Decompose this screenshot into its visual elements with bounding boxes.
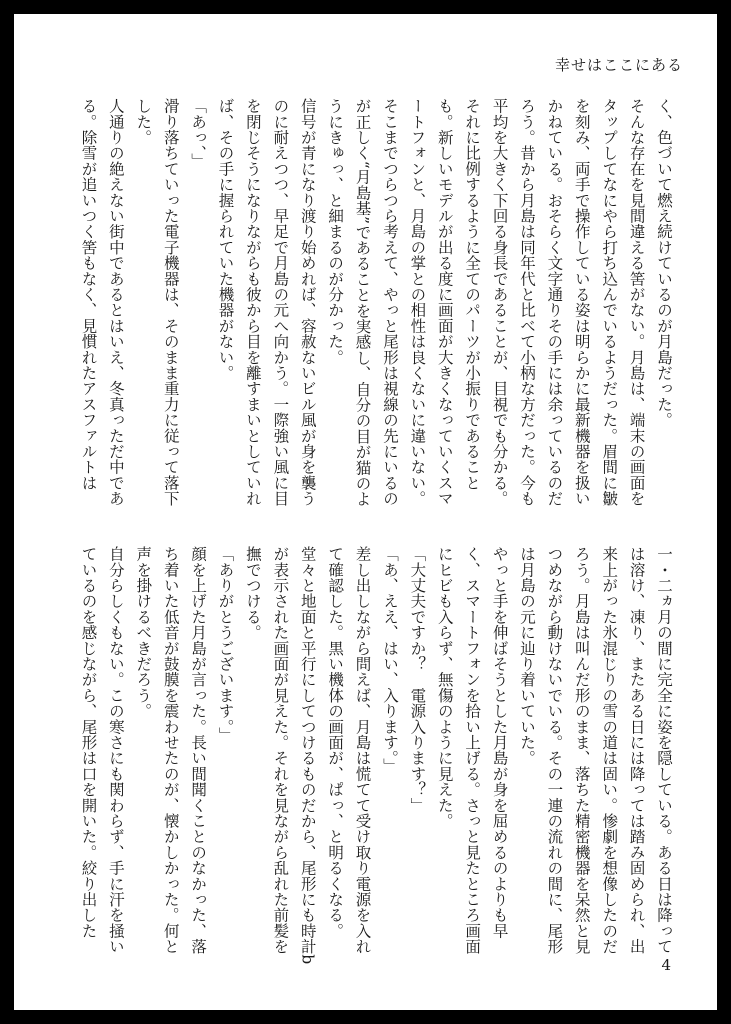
running-title: 幸せはここにある — [554, 56, 683, 74]
paragraph: そこまでつらつら考えて、やっと尾形は視線の先にいるのが正しく“月島基”であることを実感し、自分の目が猫のようにきゅっ、と細まるのが分かった。 — [326, 98, 399, 507]
paragraph: そんな存在を見間違える筈がない。月島は、端末の画面をタップしてなにやら打ち込んでいるようだった。眉間に皺を刻み、両手で操作している姿は明らかに最新機器を扱いかねている。おそらく文字通りその手には余っているのだろう。昔から月島は同年代と比べて小柄な方だった。今も平均を大きく下回る身長であることが、目視でも分かる。それに比例するように全てのパーツが小振りであることも。新しいモデルが出る度に画面が大きくなっていくスマートフォンと、月島の掌との相性は良くないに違いない。 — [408, 98, 646, 507]
paragraph: 差し出しながら問えば、月島は慌てて受け取り電源を入れて確認した。黒い機体の画面が、ぱっ、と明るくなる。堂々と地面と平行にしてつけるものだから、尾形にも時計bが表示された画面が見えた。それを見ながら乱れた前髪を撫でつける。 — [243, 546, 372, 965]
book-page — [14, 14, 717, 1010]
paragraph: 「大丈夫ですか？ 電源入ります？」 — [408, 546, 427, 813]
paragraph: 信号が青になり渡り始めれば、容赦ないビル風が身を襲うのに耐えつつ、早足で月島の元へ向かう。一際強い風に目を閉じそうになりながらも彼から目を離すまいとしていれば、その手に握られていた機器がない。 — [216, 98, 317, 507]
paragraph: やっと手を伸ばそうとした月島が身を屈めるのよりも早く、スマートフォンを拾い上げる。さっと見たところ画面にヒビも入らず、無傷のように見えた。 — [435, 546, 509, 955]
text-block-bottom — [74, 546, 677, 966]
paragraph: 「あっ、」 — [189, 98, 208, 169]
paragraph: 「ありがとうございます。」 — [216, 546, 235, 743]
paragraph: 顔を上げた月島が言った。長い間聞くことのなかった、落ち着いた低音が鼓膜を震わせたのが、懐かしかった。何と声を掛けるべきだろう。 — [134, 546, 208, 955]
paragraph: 滑り落ちていった電子機器は、そのまま重力に従って落下した。 — [134, 98, 180, 507]
paragraph: 自分らしくもない。この寒さにも関わらず、手に汗を掻いているのを感じながら、尾形は口を開いた。絞り出した — [79, 546, 125, 955]
paragraph: く、色づいて燃え続けているのが月島だった。 — [655, 98, 673, 428]
paragraph: 一・二ヵ月の間に完全に姿を隠している。ある日は降っては溶け、凍り、またある日には降っては踏み固められ、出来上がった氷混じりの雪の道は固い。惨劇を想像したのだろう。月島は叫んだ形のまま、落ちた精密機器を呆然と見つめながら動けないでいる。その一連の流れの間に、尾形は月島の元に辿り着いていた。 — [517, 546, 673, 955]
page-number: 4 — [661, 956, 671, 974]
paragraph: 「あ、ええ、はい、入ります。」 — [380, 546, 399, 774]
paragraph: 人通りの絶えない街中であるとはいえ、冬真っただ中である。除雪が追いつく筈もなく、見慣れたアスファルトは — [79, 98, 125, 507]
text-block-top — [74, 98, 677, 518]
